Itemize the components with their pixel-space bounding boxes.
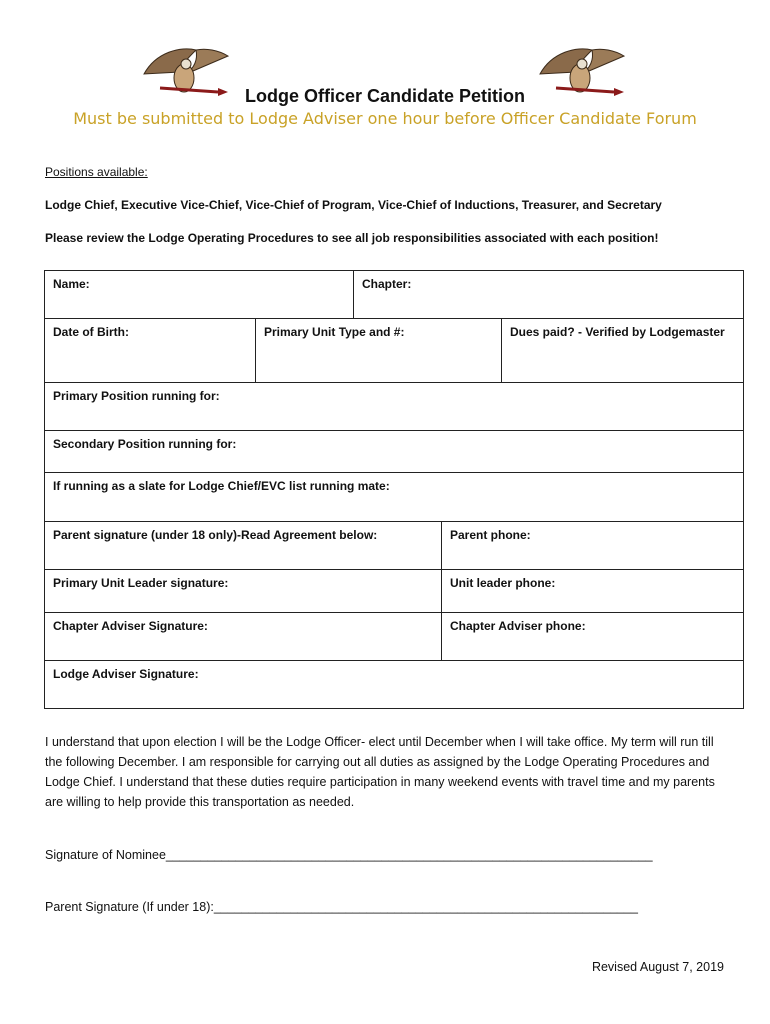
nominee-signature-line[interactable]: Signature of Nominee______________________________________________________________________ <box>45 848 653 862</box>
lodge-adviser-signature-field[interactable]: Lodge Adviser Signature: <box>53 667 199 681</box>
parent-signature-field[interactable]: Parent signature (under 18 only)-Read Agreement below: <box>53 528 378 542</box>
dues-field[interactable]: Dues paid? - Verified by Lodgemaster <box>501 319 743 382</box>
chapter-adviser-signature-field[interactable]: Chapter Adviser Signature: <box>53 619 208 633</box>
revised-date: Revised August 7, 2019 <box>591 960 724 974</box>
positions-list: Lodge Chief, Executive Vice-Chief, Vice-Chief of Program, Vice-Chief of Inductions, Treasurer, and Secretary <box>45 198 662 212</box>
slate-field[interactable]: If running as a slate for Lodge Chief/EVC list running mate: <box>53 479 390 493</box>
primary-position-field[interactable]: Primary Position running for: <box>53 389 220 403</box>
positions-heading: Positions available: <box>45 165 148 179</box>
unit-leader-signature-field[interactable]: Primary Unit Leader signature: <box>53 576 229 590</box>
petition-form <box>44 270 744 709</box>
unit-type-field[interactable]: Primary Unit Type and #: <box>255 319 501 382</box>
secondary-position-field[interactable]: Secondary Position running for: <box>53 437 237 451</box>
page-title: Lodge Officer Candidate Petition <box>244 86 526 106</box>
chapter-field[interactable]: Chapter: <box>353 271 743 318</box>
page-subtitle: Must be submitted to Lodge Adviser one hour before Officer Candidate Forum <box>73 109 697 128</box>
name-field[interactable]: Name: <box>53 277 90 291</box>
parent-phone-field[interactable]: Parent phone: <box>441 522 743 569</box>
parent-signature-line[interactable]: Parent Signature (If under 18):_____________________________________________________________ <box>45 900 638 914</box>
chapter-adviser-phone-field[interactable]: Chapter Adviser phone: <box>441 613 743 660</box>
agreement-text: I understand that upon election I will be the Lodge Officer- elect until December when I will take office. My term will run till the following December. I am responsible for carrying out all duties as assigned by the Lodge Operating Procedures and Lodge Chief. I understand that these duties require participation in many weekend events with travel time and my parents are willing to help provide this transportation as needed. <box>45 735 715 809</box>
dob-field[interactable]: Date of Birth: <box>53 325 129 339</box>
unit-leader-phone-field[interactable]: Unit leader phone: <box>441 570 743 612</box>
review-note: Please review the Lodge Operating Procedures to see all job responsibilities associated with each position! <box>45 231 659 245</box>
